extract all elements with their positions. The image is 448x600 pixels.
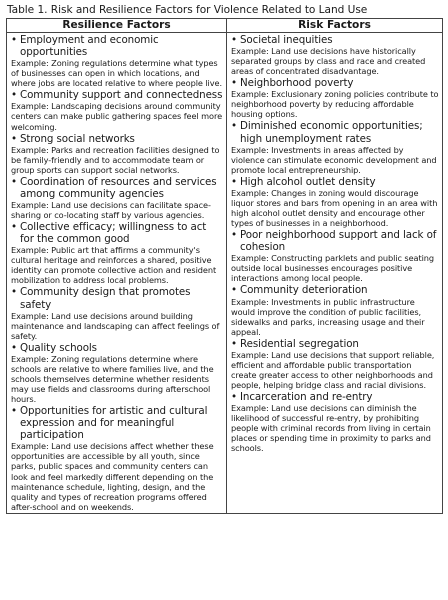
resilience-factor-example: Example: Zoning regulations determine what types of businesses can open in which locations, and where jobs are located relative to where people live. — [11, 58, 222, 89]
risk-factor-name — [231, 77, 439, 89]
risk-factor — [231, 34, 439, 76]
risk-factor — [231, 338, 439, 390]
bullet-icon: • — [11, 341, 17, 354]
factor-name-text: Quality schools — [20, 341, 97, 354]
risk-factor-name — [231, 34, 439, 46]
risk-column — [227, 33, 443, 514]
bullet-icon: • — [231, 77, 237, 90]
risk-factor-example: Example: Constructing parklets and public seating outside local businesses encourages positive interactions among local people. — [231, 253, 435, 284]
resilience-factor-name — [11, 342, 223, 354]
bullet-icon: • — [231, 390, 237, 403]
resilience-factor-example: Example: Public art that affirms a community's cultural heritage and reinforces a shared, positive identity can promote collective action and resident mobilization to address local problems. — [11, 245, 217, 286]
resilience-factor-name — [11, 34, 223, 58]
resilience-factor-example: Example: Land use decisions can facilitate space-sharing or co-locating staff by various agencies. — [11, 199, 211, 221]
resilience-header: Resilience Factors — [7, 19, 227, 33]
resilience-factor-example: Example: Zoning regulations determine where schools are relative to where families live, and the schools themselves determine whether residents may use fields and classrooms during afterschool hours. — [11, 353, 214, 405]
bullet-icon: • — [231, 120, 237, 133]
risk-factor-example: Example: Land use decisions have historically separated groups by class and race and created areas of concentrated disadvantage. — [231, 46, 426, 77]
bullet-icon: • — [11, 89, 17, 102]
factor-name-text: Employment and economic opportunities — [20, 34, 159, 59]
risk-factor — [231, 77, 439, 119]
resilience-factor — [11, 176, 223, 220]
risk-factor — [231, 284, 439, 336]
factor-name-text: Incarceration and re-entry — [240, 390, 373, 403]
risk-factor — [231, 391, 439, 453]
risk-factor-name — [231, 229, 439, 253]
resilience-factor-example: Example: Land use decisions affect whether these opportunities are accessible by all youth, since parks, public spaces and community centers can look and feel markedly different depending on the maintenance schedule, lighting, design, and the quality and types of recreation programs offered after-school and on weekends. — [11, 441, 214, 512]
resilience-factor — [11, 34, 223, 88]
bullet-icon: • — [11, 221, 17, 234]
factor-name-text: Opportunities for artistic and cultural expression and for meaningful participation — [20, 405, 208, 442]
resilience-factor — [11, 405, 223, 512]
risk-factor-example: Example: Investments in public infrastructure would improve the condition of public facilities, sidewalks and parks, increasing usage and their appeal. — [231, 296, 425, 337]
resilience-factor-example: Example: Parks and recreation facilities designed to be family-friendly and to accommodate team or group sports can support social networks. — [11, 144, 220, 175]
resilience-factor-name — [11, 89, 223, 101]
resilience-factor-example: Example: Landscaping decisions around community centers can make public gathering spaces feel more welcoming. — [11, 101, 223, 132]
factor-name-text: Diminished economic opportunities; high unemployment rates — [240, 120, 423, 145]
bullet-icon: • — [11, 286, 17, 299]
risk-factor-example: Example: Changes in zoning would discourage liquor stores and bars from opening in an area with high alcohol outlet density and encourage other types of businesses in a neighborhood. — [231, 187, 438, 229]
resilience-factor — [11, 89, 223, 131]
bullet-icon: • — [11, 405, 17, 418]
risk-factor-name — [231, 338, 439, 350]
risk-factor-name — [231, 120, 439, 144]
factor-name-text: High alcohol outlet density — [240, 175, 376, 188]
table-header-row — [7, 19, 443, 33]
bullet-icon: • — [11, 175, 17, 188]
factor-name-text: Community support and connectedness — [20, 89, 223, 102]
factor-name-text: Coordination of resources and services among community agencies — [20, 175, 217, 200]
risk-factor-example: Example: Land use decisions can diminish the likelihood of successful re-entry, by prohibiting people with criminal records from living in certain places or spending time in proximity to parks and schools. — [231, 403, 431, 454]
factors-table — [6, 18, 443, 514]
resilience-factor — [11, 133, 223, 175]
risk-factor-name — [231, 391, 439, 403]
resilience-factor-example: Example: Land use decisions around building maintenance and landscaping can affect feelings of safety. — [11, 310, 220, 341]
bullet-icon: • — [231, 284, 237, 297]
resilience-factor-name — [11, 133, 223, 145]
risk-factor — [231, 176, 439, 228]
factor-name-text: Societal inequities — [240, 34, 333, 46]
risk-factor-name — [231, 284, 439, 296]
resilience-column — [7, 33, 227, 514]
factor-name-text: Neighborhood poverty — [240, 77, 354, 90]
risk-factor-example: Example: Exclusionary zoning policies contribute to neighborhood poverty by reducing affordable housing options. — [231, 89, 439, 120]
risk-factor — [231, 120, 439, 174]
factor-name-text: Residential segregation — [240, 337, 359, 350]
risk-factor — [231, 229, 439, 283]
bullet-icon: • — [231, 229, 237, 242]
bullet-icon: • — [231, 175, 237, 188]
resilience-factor-name — [11, 405, 223, 441]
risk-factor-name — [231, 176, 439, 188]
factor-name-text: Community deterioration — [240, 284, 368, 297]
risk-factor-example: Example: Land use decisions that support reliable, efficient and affordable public transportation create greater access to other neighborhoods and people, helping bridge class and racial divisions. — [231, 349, 435, 390]
risk-factor-example: Example: Investments in areas affected by violence can stimulate economic development and promote local entrepreneurship. — [231, 144, 437, 175]
resilience-factor-name — [11, 221, 223, 245]
bullet-icon: • — [231, 34, 237, 46]
resilience-factor-name — [11, 286, 223, 310]
resilience-factor-name — [11, 176, 223, 200]
bullet-icon: • — [231, 337, 237, 350]
risk-header: Risk Factors — [227, 19, 443, 33]
table-caption: Table 1. Risk and Resilience Factors for Violence Related to Land Use — [7, 4, 368, 16]
resilience-factor — [11, 221, 223, 285]
bullet-icon: • — [11, 132, 17, 145]
factor-name-text: Strong social networks — [20, 132, 135, 145]
bullet-icon: • — [11, 34, 17, 46]
factor-name-text: Poor neighborhood support and lack of cohesion — [240, 229, 437, 254]
resilience-factor — [11, 342, 223, 404]
factor-name-text: Collective efficacy; willingness to act for the common good — [20, 221, 207, 246]
resilience-factor — [11, 286, 223, 340]
table-body-row — [7, 33, 443, 514]
factor-name-text: Community design that promotes safety — [20, 286, 191, 311]
